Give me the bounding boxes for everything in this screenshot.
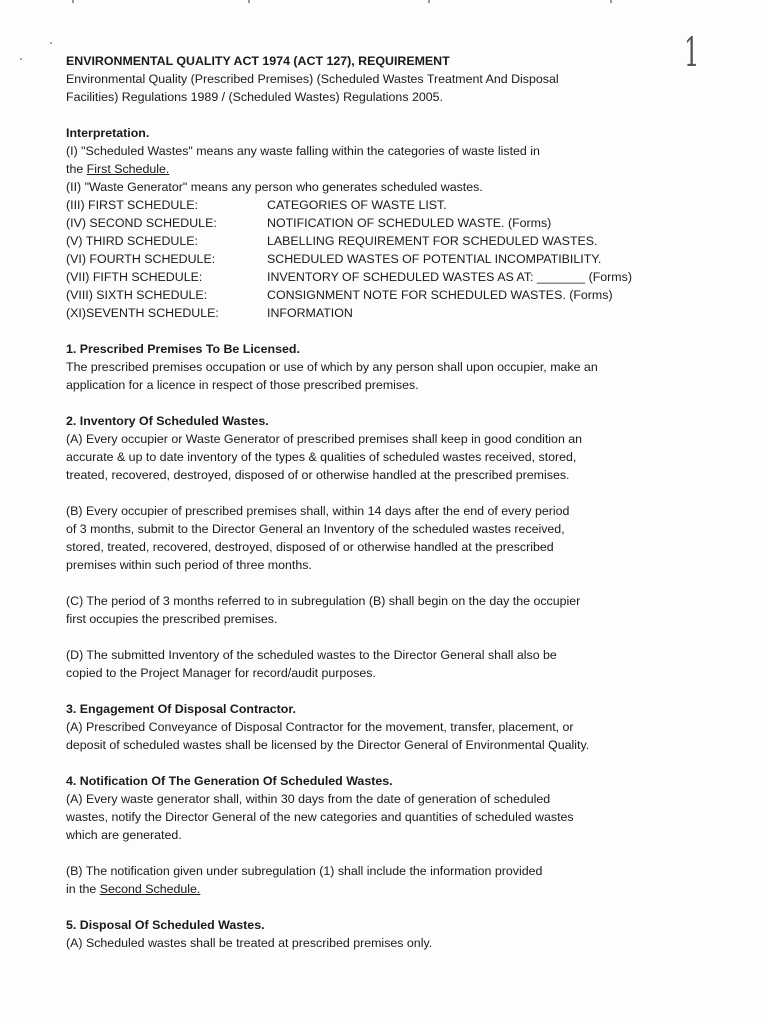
section-text-line: treated, recovered, destroyed, disposed of or otherwise handled at the prescribed premises. [66,468,570,482]
interpretation-item [66,160,706,178]
schedule-name: (III) FIRST SCHEDULE: [66,198,198,212]
interpretation-item: (II) "Waste Generator" means any person who generates scheduled wastes. [66,180,483,194]
schedule-row [66,304,706,322]
handwritten-page-number: 1 [684,30,700,76]
section-text-line: which are generated. [66,828,182,842]
scan-speck [20,58,22,60]
section-text-line: premises within such period of three months. [66,558,312,572]
section-text-line: copied to the Project Manager for record/audit purposes. [66,666,376,680]
section-text-line: first occupies the prescribed premises. [66,612,278,626]
schedule-description: CATEGORIES OF WASTE LIST. [267,198,447,212]
section-text-line: application for a licence in respect of those prescribed premises. [66,378,419,392]
section-heading: 3. Engagement Of Disposal Contractor. [66,702,296,716]
schedule-name: (VI) FOURTH SCHEDULE: [66,252,216,266]
section-text-line: accurate & up to date inventory of the types & qualities of scheduled wastes received, stored, [66,450,577,464]
scan-speck [50,42,52,44]
section-heading: 5. Disposal Of Scheduled Wastes. [66,918,265,932]
document-title: ENVIRONMENTAL QUALITY ACT 1974 (ACT 127), REQUIREMENT [66,54,450,68]
schedule-row [66,232,706,250]
schedule-name: (V) THIRD SCHEDULE: [66,234,198,248]
section-heading: 2. Inventory Of Scheduled Wastes. [66,414,269,428]
section-text-line: The prescribed premises occupation or use of which by any person shall upon occupier, make an [66,360,598,374]
schedule-list [66,196,706,322]
schedule-row [66,250,706,268]
section-text-line: (B) Every occupier of prescribed premises shall, within 14 days after the end of every period [66,504,570,518]
schedule-row [66,286,706,304]
section-heading: 1. Prescribed Premises To Be Licensed. [66,342,300,356]
text: the [66,162,87,176]
schedule-name: (IV) SECOND SCHEDULE: [66,216,217,230]
section-text-line: (C) The period of 3 months referred to in subregulation (B) shall begin on the day the occupier [66,594,581,608]
text: in the [66,882,100,896]
section-text-line: (A) Scheduled wastes shall be treated at prescribed premises only. [66,936,433,950]
schedule-description: INFORMATION [267,306,353,320]
document-subtitle-line: Environmental Quality (Prescribed Premises) (Scheduled Wastes Treatment And Disposal [66,72,559,86]
schedule-name: (XI)SEVENTH SCHEDULE: [66,306,219,320]
schedule-description: SCHEDULED WASTES OF POTENTIAL INCOMPATIBILITY. [267,252,602,266]
schedule-row [66,214,706,232]
section-text-line: of 3 months, submit to the Director General an Inventory of the scheduled wastes received, [66,522,565,536]
interpretation-heading: Interpretation. [66,126,150,140]
schedule-description: INVENTORY OF SCHEDULED WASTES AS AT: _______ (Forms) [267,270,632,284]
section-text-line: (A) Every waste generator shall, within 30 days from the date of generation of scheduled [66,792,551,806]
section-text-line: (B) The notification given under subregulation (1) shall include the information provided [66,864,543,878]
section-text-line: (D) The submitted Inventory of the scheduled wastes to the Director General shall also be [66,648,557,662]
schedule-row [66,196,706,214]
section-text-line: (A) Prescribed Conveyance of Disposal Contractor for the movement, transfer, placement, or [66,720,574,734]
section-text-line: deposit of scheduled wastes shall be licensed by the Director General of Environmental Quality. [66,738,590,752]
second-schedule-reference: Second Schedule. [99,882,201,896]
section-text-line: (A) Every occupier or Waste Generator of prescribed premises shall keep in good condition an [66,432,583,446]
section-text-line: stored, treated, recovered, destroyed, disposed of or otherwise handled at the prescribed [66,540,554,554]
schedule-description: LABELLING REQUIREMENT FOR SCHEDULED WASTES. [267,234,598,248]
section-text-line [66,880,706,898]
section-text-line: wastes, notify the Director General of the new categories and quantities of scheduled wastes [66,810,574,824]
schedule-row [66,268,706,286]
schedule-name: (VIII) SIXTH SCHEDULE: [66,288,208,302]
section-heading: 4. Notification Of The Generation Of Scheduled Wastes. [66,774,393,788]
interpretation-item: (I) "Scheduled Wastes" means any waste falling within the categories of waste listed in [66,144,540,158]
document-subtitle-line: Facilities) Regulations 1989 / (Scheduled Wastes) Regulations 2005. [66,90,443,104]
schedule-description: CONSIGNMENT NOTE FOR SCHEDULED WASTES. (Forms) [267,288,613,302]
scan-edge-marks [0,0,768,6]
document-page [66,52,706,952]
schedule-name: (VII) FIFTH SCHEDULE: [66,270,203,284]
first-schedule-reference: First Schedule. [86,162,170,176]
schedule-description: NOTIFICATION OF SCHEDULED WASTE. (Forms) [267,216,552,230]
